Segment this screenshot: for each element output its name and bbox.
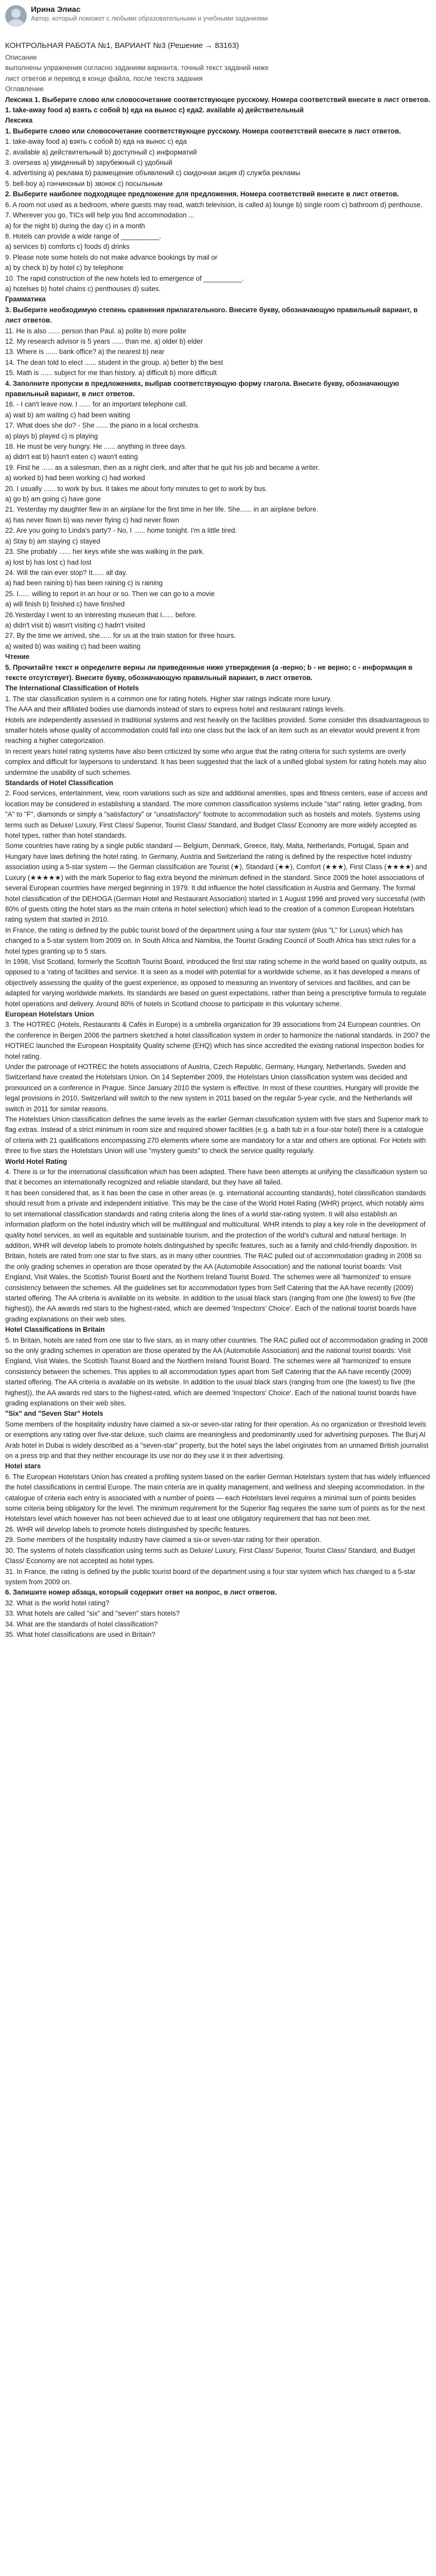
author-block <box>5 4 430 40</box>
paragraph: 31. In France, the rating is defined by the public tourist board of the department using a four star system which has changed to a 5-star system from 2009 on. <box>5 1567 416 1586</box>
section-heading: 3. Выберите необходимую степень сравнения прилагательного. Внесите букву, обозначающую правильный вариант, в лист ответов. <box>5 306 418 325</box>
paragraph: a) plays b) played c) is playing <box>5 432 98 440</box>
section-heading: Лексика <box>5 116 33 125</box>
paragraph: a) by check b) by hotel c) by telephone <box>5 264 124 272</box>
meta-line: Оглавление <box>5 85 44 93</box>
section-heading: Hotel Classifications in Britain <box>5 1326 105 1334</box>
paragraph: a) has never flown b) was never flying c) had never flown <box>5 516 179 524</box>
paragraph: 26. WHR will develop labels to promote hotels distinguished by specific features. <box>5 1525 251 1533</box>
paragraph: a) waited b) was waiting c) had been waiting <box>5 642 141 650</box>
meta-line: Описание <box>5 54 37 61</box>
paragraph: 20. I usually ...... to work by bus. It takes me about forty minutes to get to work by bus. <box>5 484 268 493</box>
paragraph: It has been considered that, as it has been the case in other areas (e. g. international accounting standards), hotel classification standards should result from a private and independent initiative. This may be the case of the World Hotel Rating (WHR) project, which notably aims to set international classification standards and rating criteria along the lines of a world star-rating system. It will also establish an information platform on the hotel industry which will be multilingual and multicultural. WHR intends to play a key role in the development of quality hotel services, as well as equitable and sustainable tourism, and the protection of the world's cultural and natural heritage. In addition, WHR will develop labels to promote hotels distinguished by specific features, such as a family and child-friendly disposition. In Britain, hotels are rated from one star to five stars, as in many other countries. The RAC pulled out of accommodation grading in 2008 so the only grading schemes in operation are those operated by the AA (Automobile Association) and the national tourist boards: Visit England, Visit Wales, the Scottish Tourist Board and the Northern Ireland Tourist Board. The schemes were all 'harmonized' to ensure consistency between the schemes. All the guidelines set for accommodation types from Self Catering that the AA have recently (2009) started offering. The AA criteria is available on its website. In addition to the usual black stars (ranging from one (the lowest) to five (the highest)), the AA awards red stars to the highest-rated, which are deemed 'Inspectors' Choice'. Each of the national tourist boards have grading explanations on their web sites. <box>5 1189 426 1323</box>
paragraph: 2. available a) действительный b) доступный c) информатий <box>5 148 197 156</box>
section-heading: 5. Прочитайте текст и определите верны ли приведенные ниже утверждения (a -верно; b - не верно; c - информация в тексте отсутствует). Внесите букву, обозначающую правильный вариант, в лист ответов. <box>5 663 413 682</box>
section-heading: Чтение <box>5 653 30 661</box>
author-name[interactable]: Ирина Элиас <box>31 5 81 14</box>
paragraph: 29. Some members of the hospitality industry have claimed a six-or seven-star rating for their operation. <box>5 1536 322 1544</box>
paragraph: 9. Please note some hotels do not make advance bookings by mail or <box>5 253 218 261</box>
meta-line: выполнены упражнения согласно заданиям варианта, точный текст заданий ниже <box>5 64 269 72</box>
author-info <box>31 4 268 23</box>
paragraph: 33. What hotels are called "six" and "seven" stars hotels? <box>5 1609 180 1618</box>
paragraph: In recent years hotel rating systems have also been criticized by some who argue that the rating criteria for such systems are overly complex and difficult for laypersons to understand. It has been suggested that the lack of a unified global system for rating hotels may also undermine the usability of such schemes. <box>5 747 426 776</box>
paragraph: In 1998, Visit Scotland, formerly the Scottish Tourist Board, introduced the first star rating scheme in the world based on quality outputs, as opposed to a 'rating of facilities and service. It is seen as a model with potential for a worldwide scheme, as it has developed a means of objectively assessing the quality of the guest experience, as opposed to measuring an inventory of services and facilities, and can be adapted for varying worldwide markets. Its standards are based on guest expectations, rather than being a prescriptive formula to regulate hotel operations and delivery. Around 80% of hotels in Scotland choose to participate in this voluntary scheme. <box>5 957 427 1008</box>
paragraph: 21. Yesterday my daughter flew in an airplane for the first time in her life. She...... in an airplane before. <box>5 505 319 514</box>
paragraph: a) wait b) am waiting c) had been waiting <box>5 411 130 419</box>
paragraph: 1. take-away food a) взять с собой b) еда на вынос c) еда <box>5 138 187 146</box>
section-heading: European Hotelstars Union <box>5 1010 94 1018</box>
section-heading: "Six" and "Seven Star" Hotels <box>5 1410 103 1418</box>
paragraph: 4. There is or for the international classification which has been adapted. There have been attempts at unifying the classification system so that it becomes an internationally recognized and reliable standard, but they have all failed. <box>5 1168 427 1187</box>
section-heading: 1. Выберите слово или словосочетание соответствующее русскому. Номера соответствий внесите в лист ответов. <box>5 127 401 135</box>
section-heading: Hotel stars <box>5 1462 41 1470</box>
paragraph: 11. He is also ...... person than Paul. a) polite b) more polite <box>5 327 186 335</box>
paragraph: a) hotelses b) hotel chains c) penthouses d) suites. <box>5 284 161 293</box>
section-heading: 2. Выберите наиболее подходящее предложение для предложения. Номера соответствий внесите в лист ответов. <box>5 190 399 198</box>
paragraph: 32. What is the world hotel rating? <box>5 1599 110 1607</box>
document-title: КОНТРОЛЬНАЯ РАБОТА №1, ВАРИАНТ №3 (Решение → 83163) <box>5 41 239 50</box>
paragraph: Some countries have rating by a single public standard — Belgium, Denmark, Greece, Italy, Malta, Netherlands, Portugal, Spain and Hungary have laws defining the hotel rating. In Germany, Austria and Switzerland the rating is defined by the respective hotel industry association using a 5-star system — the German classification are Tourist (★), Standard (★★), Comfort (★★★), First Class (★★★★) and Luxury (★★★★★) with the mark Superior to flag extra beyond the minimum defined in the standard. Since 2009 the hotel associations of several European countries have merged beginning in 1979. It did influence the hotel classification in Austria and Germany. The formal hotel classification of the DEHOGA (German Hotel and Restaurant Association) started in 1 August 1996 and proved very successful (with 80% of guests citing the hotel stars as the main criteria in hotel selection) which lead to the creation of a common European Hotelstars rating system that started in 2010. <box>5 842 427 924</box>
paragraph: a) go b) am going c) have gone <box>5 495 101 503</box>
paragraph: 18. He must be very hungry. He ...... anything in three days. <box>5 443 187 451</box>
paragraph: 19. First he ...... as a salesman, then as a night clerk, and after that he quit his job and became a writer. <box>5 463 320 471</box>
paragraph: a) worked b) had been working c) had worked <box>5 474 145 482</box>
paragraph: In France, the rating is defined by the public tourist board of the department using a four star system (plus "L" for Luxus) which has changed to a 5-star system from 2009 on. In South Africa and Namibia, the Tourist Grading Council of South Africa has strict rules for a hotel types granting up to 5 stars. <box>5 926 416 955</box>
paragraph: a) for the night b) during the day c) in a month <box>5 222 145 230</box>
avatar[interactable] <box>5 5 27 27</box>
section-heading: Грамматика <box>5 295 46 303</box>
paragraph: a) lost b) has lost c) had lost <box>5 558 92 566</box>
paragraph: 6. The European Hotelstars Union has created a profiling system based on the earlier German Hotelstars system that has widely influenced the hotel classifications in central Europe. The main criteria are in quality management, and wellness and sleeping accommodation. In the catalogue of criteria each entry is associated with a number of points — each Hotelstars level requires a minimal sum of points besides some criteria being obligatory for the level. The minimum requirement for the Superior flag requires the same sum of points as for the next Hotelstars level which however has not been achieved due to at least one obligatory requirement that has not been met. <box>5 1472 430 1523</box>
paragraph: a) had been raining b) has been raining c) is raining <box>5 579 163 587</box>
paragraph: 1. The star classification system is a common one for rating hotels. Higher star ratings indicate more luxury. <box>5 694 332 703</box>
section-heading: 6. Запишите номер абзаца, который содержит ответ на вопрос, в лист ответов. <box>5 1588 277 1597</box>
document-meta <box>5 53 430 95</box>
section-heading: 4. Заполните пропуски в предложениях, выбрав соответствующую форму глагола. Внесите букву, обозначающую правильный вариант, в лист ответов. <box>5 379 399 398</box>
paragraph: 15. Math is ...... subject for me than history. a) difficult b) more difficult <box>5 369 217 377</box>
paragraph: a) will finish b) finished c) have finished <box>5 600 125 608</box>
paragraph: 35. What hotel classifications are used in Britain? <box>5 1630 155 1638</box>
paragraph: 6. A room not used as a bedroom, where guests may read, watch television, is called a) lounge b) single room c) bathroom d) penthouse. <box>5 200 423 209</box>
paragraph: 5. bell-boy а) гончиноныи b) звонок c) посыльным <box>5 179 163 188</box>
paragraph: 16. - I can't leave now. I ...... for an important telephone call. <box>5 400 187 409</box>
paragraph: 13. Where is ...... bank office? a) the nearest b) near <box>5 348 165 356</box>
paragraph: 2. Food services, entertainment, view, room variations such as size and additional amenities, spas and fitness centers, ease of access and location may be considered in establishing a standard. The more common classification systems include "star" rating. letter grading, from "A" to "F", diamonds or simply a "satisfactory" or "unsatisfactory" footnote to accommodation such as hostels and motels. Systems using terms such as Deluxe/ Luxury, First Class/ Superior, Tourist Class/ Standard, and Budget Class/ Economy are more widely accepted as hotel types, rather than hotel standards. <box>5 789 428 840</box>
section-heading: The International Classification of Hotels <box>5 684 139 692</box>
paragraph: a) didn't visit b) wasn't visiting c) hadn't visited <box>5 621 145 629</box>
section-heading: Standards of Hotel Classification <box>5 779 113 787</box>
paragraph: 3. The HOTREC (Hotels, Restaurants & Cafés in Europe) is a umbrella organization for 39 associations from 24 European countries. On the conference in Bergen 2006 the partners sketched a hotel classification system in order to harmonize the national standards. In 2007 the HOTREC launched the European Hospitality Quality scheme (EHQ) which has since accredited the existing national inspection bodies for hotel rating. <box>5 1021 430 1060</box>
paragraph: Under the patronage of HOTREC the hotels associations of Austria, Czech Republic, Germany, Hungary, Netherlands, Sweden and Switzerland have created the Hotelstars Union. On 14 September 2009, the Hotelstars Union classification system was decided and pronounced on a conference in Prague. Since January 2010 the system is effective. In most of these countries, Hungary will provide the legal provisions in 2010, Switzerland will switch to the new system in 2011 based on the regular 5-year cycle, and the Netherlands will switch in 2011 for similar reasons. <box>5 1063 419 1113</box>
paragraph: a) Stay b) am staying c) stayed <box>5 537 100 545</box>
meta-line: лист ответов и перевод в конце файла, после текста задания <box>5 74 203 82</box>
paragraph: 7. Wherever you go, TICs will help you find accommodation ... <box>5 211 195 219</box>
paragraph: 27. By the time we arrived, she...... for us at the train station for three hours. <box>5 632 236 640</box>
paragraph: 24. Will the rain ever stop? It...... all day. <box>5 568 128 577</box>
document-body <box>5 95 430 1640</box>
paragraph: 23. She probably ...... her keys while she was walking in the park. <box>5 548 205 556</box>
paragraph: 30. The systems of hotels classification using terms such as Deluxe/ Luxury, First Class/ Superior, Tourist Class/ Standard, and Budget Class/ Economy are not accepted as hotel types. <box>5 1546 415 1565</box>
paragraph: a) didn't eat b) hasn't eaten c) wasn't eating <box>5 453 138 461</box>
paragraph: The AAA and their affiliated bodies use diamonds instead of stars to express hotel and restaurant ratings levels. <box>5 705 345 714</box>
paragraph: 26.Yesterday I went to an interesting museum that I...... before. <box>5 611 197 619</box>
section-heading: World Hotel Rating <box>5 1157 67 1165</box>
paragraph: 14. The dean told to elect ...... student in the group. a) better b) the best <box>5 358 223 366</box>
paragraph: Hotels are independently assessed in traditional systems and rest heavily on the facilities provided. Some consider this disadvantageous to smaller hotels whose quality of accommodation could fall into one class but the lack of an item such as an elevator would prevent it from reaching a higher categorization. <box>5 716 429 745</box>
paragraph: Some members of the hospitality industry have claimed a six-or seven-star rating for their operation. As no organization or threshold levels or exemptions any rating over five-star deluxe, such claims are meaningless and predominantly used for advertising purposes. The Burj Al Arab hotel in Dubai is widely described as a "seven-star" property, but the hotel says the label originates from an unnamed British journalist on a press trip and that they neither encourage its use nor do they use it in their advertising. <box>5 1420 429 1460</box>
paragraph: 10. The rapid construction of the new hotels led to emergence of __________. <box>5 274 244 282</box>
paragraph: 34. What are the standards of hotel classification? <box>5 1620 158 1628</box>
paragraph: 25. I...... willing to report in an hour or so. Then we can go to a movie <box>5 589 215 598</box>
paragraph: 4. advertising а) реклама b) размещение объявлений c) скидочная акция d) служба рекламы <box>5 169 301 177</box>
author-description: Автор, который поможет с любыми образовательными и учебными заданиями <box>31 15 268 22</box>
paragraph: 5. In Britain, hotels are rated from one star to five stars, as in many other countries. The RAC pulled out of accommodation grading in 2008 so the only grading schemes in operation are those operated by the AA (Automobile Association) and the national tourist boards: Visit England, Visit Wales, the Scottish Tourist Board and the Northern Ireland Tourist Board. The schemes were all 'harmonized' to ensure consistency between the schemes. This applies to all accommodation types apart from Self Catering that the AA have recently (2009) started offering. The AA criteria is available on its website. In addition to the usual black stars (ranging from one (the lowest) to five (the highest)), the AA awards red stars to the highest-rated, which are deemed 'Inspectors' Choice'. Each of the national tourist boards have grading explanations on their web sites. <box>5 1336 428 1407</box>
paragraph: a) services b) comforts c) foods d) drinks <box>5 243 130 251</box>
paragraph: 3. overseas а) увиденный b) зарубежный c) удобный <box>5 159 172 167</box>
paragraph: 22. Are you going to Linda's party? - No, I ...... home tonight. I'm a little tired. <box>5 527 237 535</box>
paragraph: 8. Hotels can provide a wide range of __________. <box>5 232 161 240</box>
paragraph: 17. What does she do? - She ...... the piano in a local orchestra. <box>5 421 200 430</box>
paragraph: 12. My research advisor is 5 years ...... than me. a) older b) elder <box>5 337 203 345</box>
paragraph: The Hotelstars Union classification defines the same levels as the earlier German classification system with five stars and Superior mark to flag extras. Instead of a strict minimum in room size and required shower facilities (e.g. a bath tub in a four-star hotel) there is a catalogue of criteria with 21 qualifications encompassing 270 elements where some are mandatory for a star and others are optional. For Hotels with three to five stars the Hotelstars Union will use "mystery guests" to check the service quality regularly. <box>5 1115 428 1155</box>
section-heading: Лексика 1. Выберите слово или словосочетание соответствующее русскому. Номера соответствий внесите в лист ответов. 1. take-away food a) взять с собой b) еда на вынос c) еда2. available a) действительный <box>5 95 430 114</box>
